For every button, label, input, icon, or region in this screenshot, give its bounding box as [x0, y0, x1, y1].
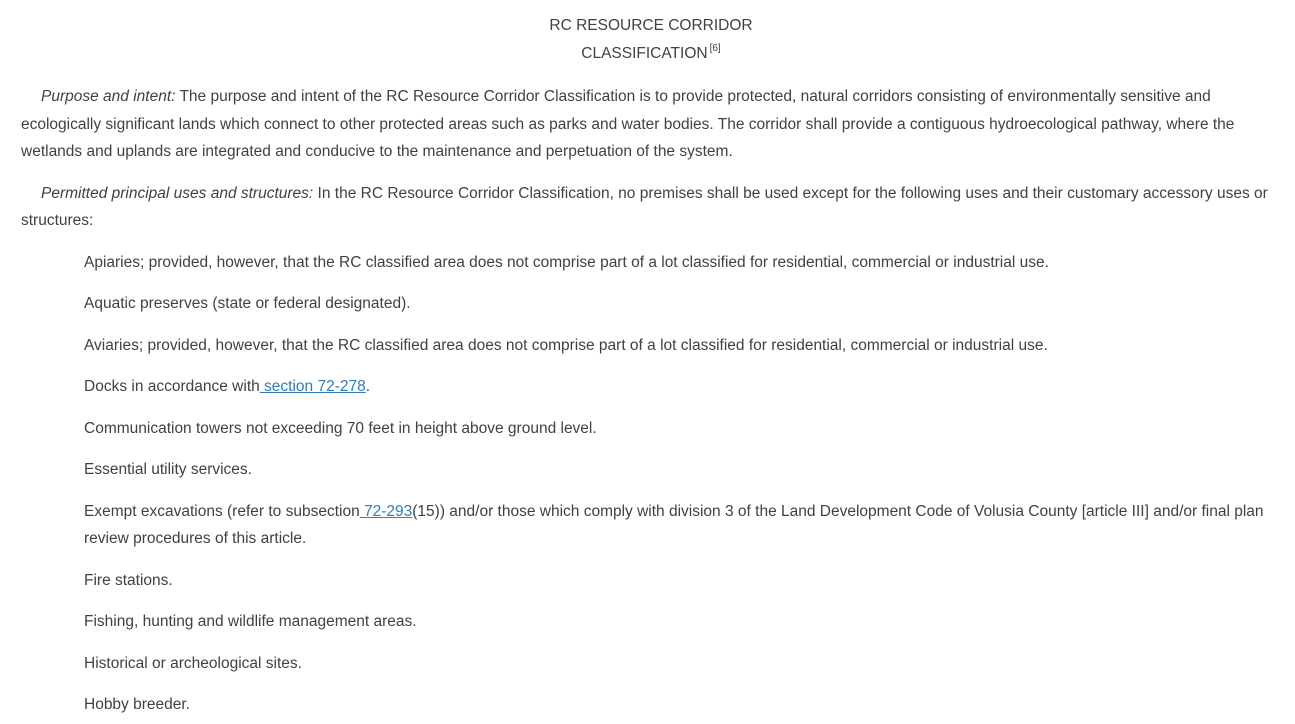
- purpose-and-intent-paragraph: [21, 83, 1281, 166]
- list-item: [84, 691, 1281, 719]
- permitted-uses-lead: Permitted principal uses and structures:: [41, 184, 314, 202]
- permitted-uses-paragraph: [21, 180, 1281, 235]
- uses-list: [84, 249, 1281, 719]
- list-item: [84, 373, 1281, 401]
- list-item: [84, 415, 1281, 443]
- list-item: [84, 290, 1281, 318]
- list-item-text: Docks in accordance with: [84, 378, 260, 395]
- list-item-text: Apiaries; provided, however, that the RC classified area does not comprise part of a lot classified for residential, commercial or industrial use.: [84, 253, 1049, 271]
- list-item-text: .: [365, 378, 371, 395]
- document-title: [21, 12, 1281, 67]
- list-item-text: Aquatic preserves (state or federal designated).: [84, 295, 411, 312]
- list-item-text: Essential utility services.: [84, 461, 252, 478]
- list-item: [84, 456, 1281, 484]
- footnote-reference[interactable]: [6]: [709, 43, 721, 55]
- list-item-text: Aviaries; provided, however, that the RC classified area does not comprise part of a lot classified for residential, commercial or industrial use.: [84, 336, 1048, 354]
- purpose-and-intent-lead: Purpose and intent:: [41, 88, 176, 105]
- purpose-and-intent-text: The purpose and intent of the RC Resource Corridor Classification is to provide protected, natural corridors consisting of environmentally sensitive and ecologically significant lands which connect to other protected areas such as parks and water bodies. The corridor shall provide a contiguous hydroecological pathway, where the wetlands and uplands are integrated and conducive to the maintenance and perpetuation of the system.: [21, 88, 1235, 160]
- list-item-text: Communication towers not exceeding 70 feet in height above ground level.: [84, 419, 597, 437]
- list-item-text: Historical or archeological sites.: [84, 654, 302, 672]
- list-item-text: Hobby breeder.: [84, 696, 190, 713]
- list-item-text: (15)) and/or those which comply with division 3 of the Land Development Code of Volusia County [article III] and/or final plan review procedures of this article.: [84, 502, 1264, 547]
- title-line-1: RC RESOURCE CORRIDOR: [549, 17, 753, 34]
- title-line-2-text: CLASSIFICATION: [581, 44, 708, 62]
- section-72-278-link[interactable]: section 72-278: [259, 378, 366, 395]
- permitted-uses-text: In the RC Resource Corridor Classification, no premises shall be used except for the following uses and their customary accessory uses or structures:: [21, 184, 1268, 229]
- list-item-text: Exempt excavations (refer to subsection: [84, 502, 360, 520]
- list-item: [84, 249, 1281, 277]
- list-item: [84, 332, 1281, 360]
- list-item: [84, 608, 1281, 636]
- list-item: [84, 498, 1281, 553]
- list-item-text: Fishing, hunting and wildlife management areas.: [84, 613, 417, 630]
- title-line-2: [21, 40, 1281, 68]
- section-72-293-link[interactable]: 72-293: [359, 502, 413, 520]
- list-item: [84, 650, 1281, 678]
- list-item-text: Fire stations.: [84, 571, 173, 589]
- list-item: [84, 567, 1281, 595]
